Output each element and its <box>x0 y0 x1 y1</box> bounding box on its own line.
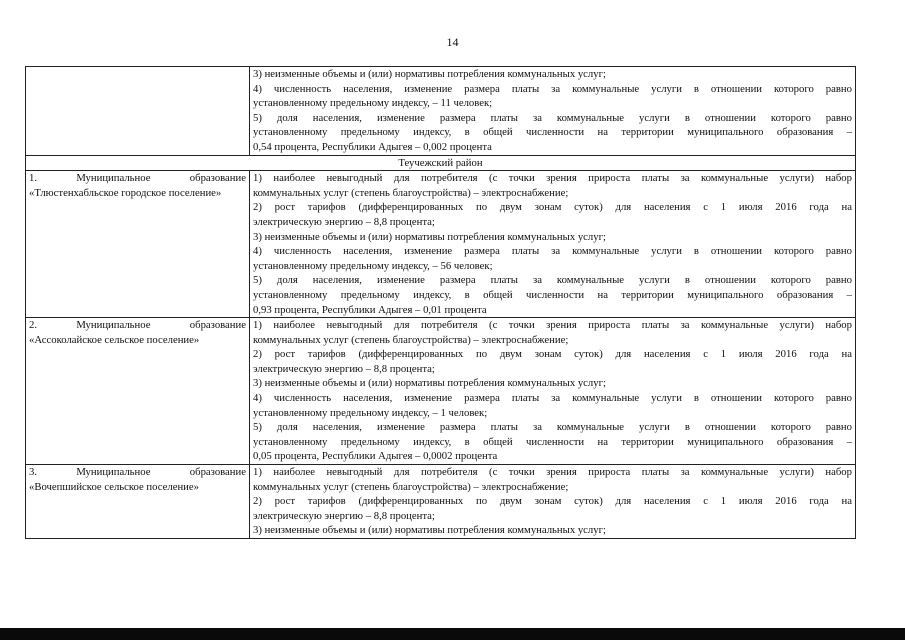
description-line: 5) доля населения, изменение размера платы за коммунальные услуги в отношении которого равно <box>253 111 852 124</box>
description-line: 0,54 процента, Республики Адыгея – 0,002 процента <box>253 140 492 153</box>
description-line: 0,93 процента, Республики Адыгея – 0,01 процента <box>253 303 487 316</box>
table-row <box>26 465 856 539</box>
description-line: 1) наиболее невыгодный для потребителя (с точки зрения прироста платы за коммунальные услуги) набор <box>253 172 852 185</box>
description-line: 1) наиболее невыгодный для потребителя (с точки зрения прироста платы за коммунальные услуги) набор <box>253 319 852 332</box>
description-line: 2) рост тарифов (дифференцированных по двум зонам суток) для населения с 1 июля 2016 года на <box>253 495 852 508</box>
description-line: установленному предельному индексу, – 1 человек; <box>253 406 488 419</box>
description-line: 2) рост тарифов (дифференцированных по двум зонам суток) для населения с 1 июля 2016 года на <box>253 348 852 361</box>
district-heading: Теучежский район <box>26 155 856 171</box>
description-line: 3) неизменные объемы и (или) нормативы потребления коммунальных услуг; <box>253 377 606 390</box>
description-line: коммунальных услуг (степень благоустройства) – электроснабжение; <box>253 186 569 199</box>
municipality-name: 3. Муниципальное образование «Вочепшийское сельское поселение» <box>26 465 250 539</box>
description-line: 4) численность населения, изменение размера платы за коммунальные услуги в отношении которого равно <box>253 392 852 405</box>
description-line: установленному предельному индексу, в общей численности на территории муниципального образования – <box>253 126 852 139</box>
municipality-name: 2. Муниципальное образование «Ассоколайское сельское поселение» <box>26 318 250 465</box>
description-line: установленному предельному индексу, в общей численности на территории муниципального образования – <box>253 435 852 448</box>
row-description <box>250 171 856 318</box>
description-line: электрическую энергию – 8,8 процента; <box>253 215 435 228</box>
table-row <box>26 171 856 318</box>
municipality-name: 1. Муниципальное образование «Тлюстенхабльское городское поселение» <box>26 171 250 318</box>
empty-municipality-cell <box>26 67 250 156</box>
description-line: 2) рост тарифов (дифференцированных по двум зонам суток) для населения с 1 июля 2016 года на <box>253 201 852 214</box>
description-line: коммунальных услуг (степень благоустройства) – электроснабжение; <box>253 480 569 493</box>
description-line: 3) неизменные объемы и (или) нормативы потребления коммунальных услуг; <box>253 68 606 80</box>
description-line: 4) численность населения, изменение размера платы за коммунальные услуги в отношении которого равно <box>253 82 852 95</box>
district-heading-row <box>26 155 856 171</box>
description-line: установленному предельному индексу, – 11 человек; <box>253 97 493 110</box>
description-line: 0,05 процента, Республики Адыгея – 0,0002 процента <box>253 450 498 463</box>
continuation-description <box>250 67 856 156</box>
continuation-row <box>26 67 856 156</box>
description-line: электрическую энергию – 8,8 процента; <box>253 362 435 375</box>
description-line: установленному предельному индексу, – 56 человек; <box>253 259 493 272</box>
description-line: коммунальных услуг (степень благоустройства) – электроснабжение; <box>253 333 569 346</box>
description-line: 3) неизменные объемы и (или) нормативы потребления коммунальных услуг; <box>253 230 606 243</box>
row-description <box>250 465 856 539</box>
table-row <box>26 318 856 465</box>
scan-edge-bar <box>0 628 905 640</box>
tariff-table <box>25 66 856 539</box>
description-line: 1) наиболее невыгодный для потребителя (с точки зрения прироста платы за коммунальные услуги) набор <box>253 466 852 479</box>
description-line: 5) доля населения, изменение размера платы за коммунальные услуги в отношении которого равно <box>253 421 852 434</box>
description-line: 5) доля населения, изменение размера платы за коммунальные услуги в отношении которого равно <box>253 274 852 287</box>
description-line: 4) численность населения, изменение размера платы за коммунальные услуги в отношении которого равно <box>253 245 852 258</box>
page-number: 14 <box>446 35 459 49</box>
row-description <box>250 318 856 465</box>
description-line: электрическую энергию – 8,8 процента; <box>253 509 435 522</box>
description-line: 3) неизменные объемы и (или) нормативы потребления коммунальных услуг; <box>253 524 606 537</box>
description-line: установленному предельному индексу, в общей численности на территории муниципального образования – <box>253 288 852 301</box>
